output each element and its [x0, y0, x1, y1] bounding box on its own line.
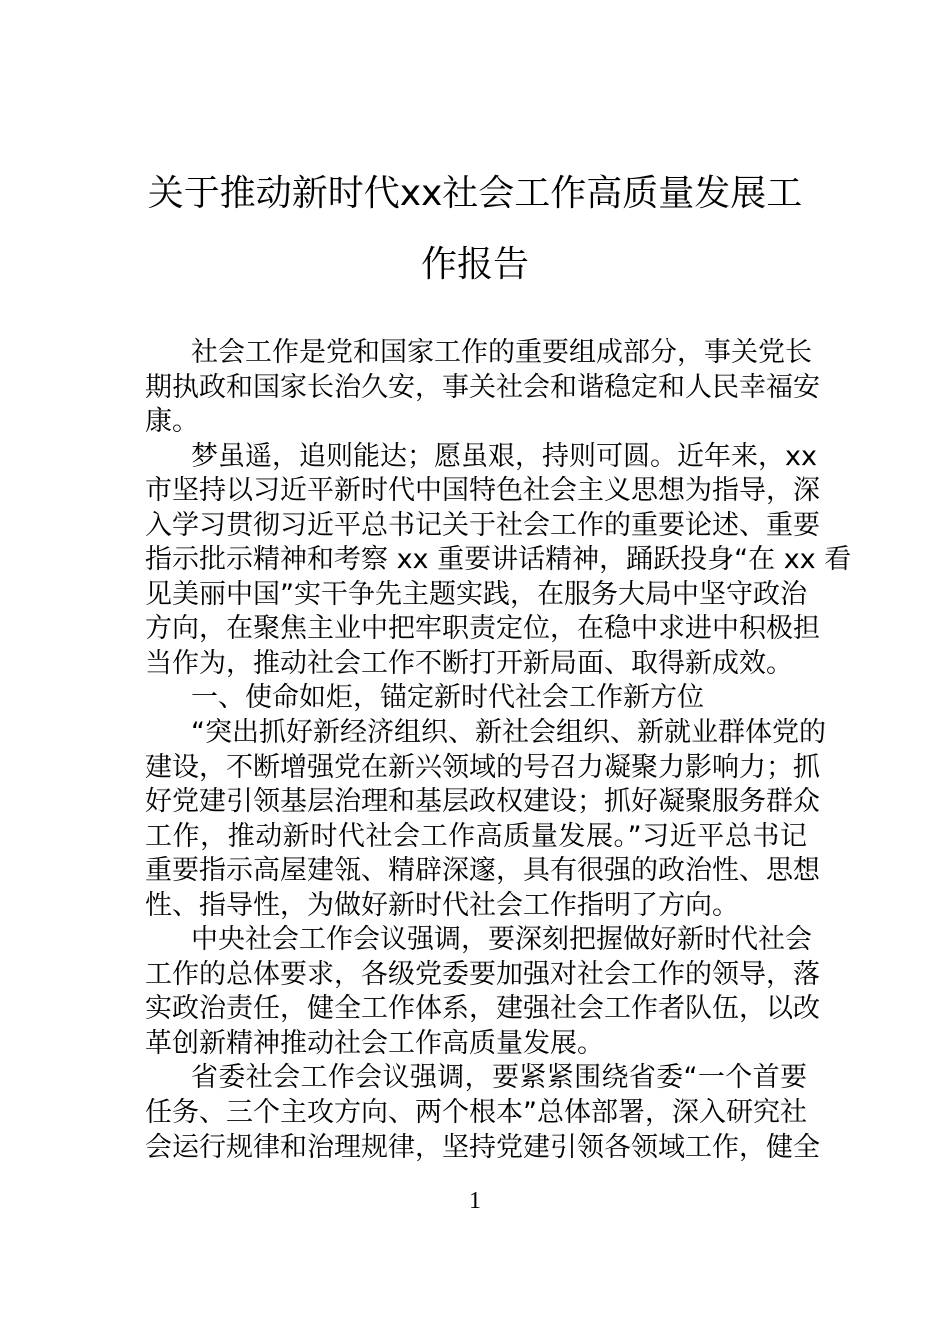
text-line: 工作的总体要求，各级党委要加强对社会工作的领导，落 [145, 958, 820, 990]
text-line: 见美丽中国”实干争先主题实践，在服务大局中坚守政治 [145, 578, 807, 610]
text-line: 期执政和国家长治久安，事关社会和谐稳定和人民幸福安 [145, 371, 820, 403]
text-line: 实政治责任，健全工作体系，建强社会工作者队伍，以改 [145, 993, 820, 1025]
text-line: 任务、三个主攻方向、两个根本”总体部署，深入研究社 [145, 1097, 807, 1129]
page-number: 1 [469, 1188, 481, 1214]
text-line: 好党建引领基层治理和基层政权建设；抓好凝聚服务群众 [145, 786, 820, 818]
document-body [145, 336, 852, 1165]
text-line: 革创新精神推动社会工作高质量发展。 [145, 1027, 604, 1059]
text-line: “突出抓好新经济组织、新社会组织、新就业群体党的 [191, 717, 826, 749]
text-line: 中央社会工作会议强调，要深刻把握做好新时代社会 [191, 924, 812, 956]
text-line: 梦虽遥，追则能达；愿虽艰，持则可圆。近年来，xx [191, 440, 817, 472]
text-line: 社会工作是党和国家工作的重要组成部分，事关党长 [191, 337, 812, 368]
text-line: 市坚持以习近平新时代中国特色社会主义思想为指导，深 [145, 475, 820, 507]
text-line: 重要指示高屋建瓴、精辟深邃，具有很强的政治性、思想 [145, 855, 820, 887]
text-line: 入学习贯彻习近平总书记关于社会工作的重要论述、重要 [145, 509, 820, 541]
document-title-line-1: 关于推动新时代xx社会工作高质量发展工 [147, 173, 803, 214]
text-line: 当作为，推动社会工作不断打开新局面、取得新成效。 [145, 647, 793, 679]
text-line: 会运行规律和治理规律，坚持党建引领各领域工作，健全 [145, 1131, 820, 1163]
text-line: 指示批示精神和考察 xx 重要讲话精神，踊跃投身“在 xx 看 [145, 544, 852, 576]
text-line: 康。 [145, 406, 199, 438]
text-line: 工作，推动新时代社会工作高质量发展。”习近平总书记 [145, 820, 807, 852]
text-line: 一、使命如炬，锚定新时代社会工作新方位 [191, 682, 704, 714]
text-line: 方向，在聚焦主业中把牢职责定位，在稳中求进中积极担 [145, 613, 820, 645]
document-title-line-2: 作报告 [420, 244, 529, 285]
text-line: 省委社会工作会议强调，要紧紧围绕省委“一个首要 [191, 1062, 807, 1094]
text-line: 建设，不断增强党在新兴领域的号召力凝聚力影响力；抓 [145, 751, 820, 783]
text-line: 性、指导性，为做好新时代社会工作指明了方向。 [145, 889, 739, 921]
